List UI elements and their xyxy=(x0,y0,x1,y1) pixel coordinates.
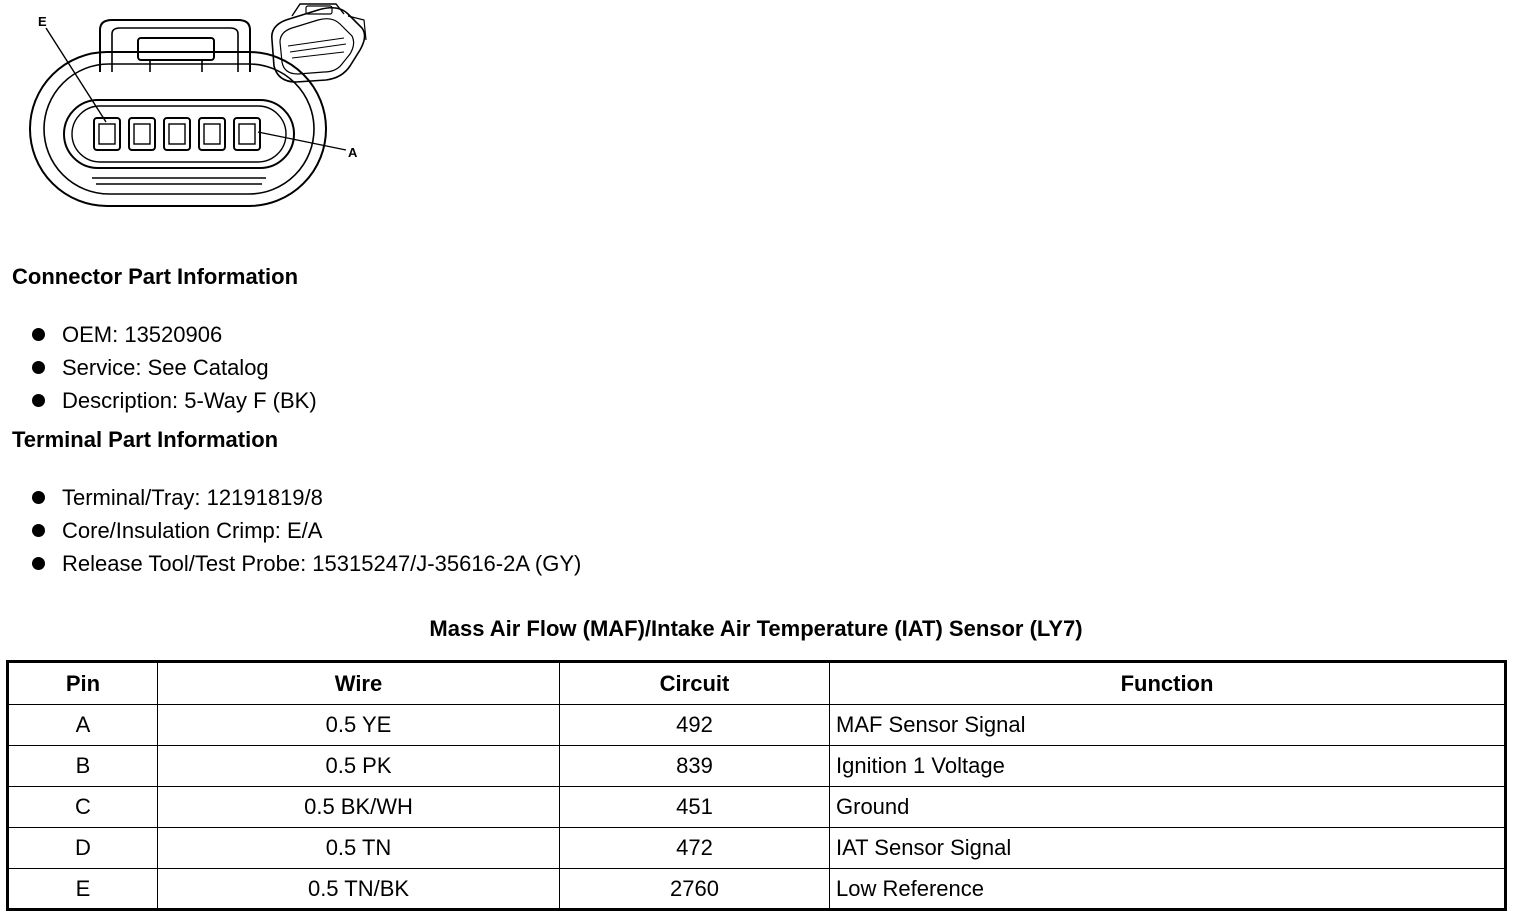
cell-wire: 0.5 TN/BK xyxy=(158,869,560,910)
terminal-part-info-list xyxy=(28,481,581,580)
header-pin: Pin xyxy=(8,662,158,705)
cell-circuit: 492 xyxy=(560,705,830,746)
cell-pin: E xyxy=(8,869,158,910)
cell-wire: 0.5 YE xyxy=(158,705,560,746)
table-row xyxy=(8,787,1506,828)
cavity-frame-inner xyxy=(72,106,286,162)
bullet-icon xyxy=(32,361,45,374)
terminal-cavities xyxy=(94,118,260,150)
list-item xyxy=(28,351,317,384)
cell-circuit: 2760 xyxy=(560,869,830,910)
cell-pin: C xyxy=(8,787,158,828)
cell-wire: 0.5 BK/WH xyxy=(158,787,560,828)
bullet-icon xyxy=(32,328,45,341)
cell-function: Ignition 1 Voltage xyxy=(830,746,1506,787)
bullet-icon xyxy=(32,524,45,537)
table-row xyxy=(8,746,1506,787)
lock-tab xyxy=(138,38,214,60)
cavity-a xyxy=(234,118,260,150)
cell-circuit: 839 xyxy=(560,746,830,787)
cell-pin: A xyxy=(8,705,158,746)
lock-tab-inner xyxy=(112,28,238,72)
table-header-row xyxy=(8,662,1506,705)
cell-wire: 0.5 TN xyxy=(158,828,560,869)
connector-service-text: Service: See Catalog xyxy=(62,354,269,380)
connector-face-drawing xyxy=(0,0,380,220)
cavity-c xyxy=(164,118,190,150)
connector-part-info-list xyxy=(28,318,317,417)
header-function: Function xyxy=(830,662,1506,705)
list-item xyxy=(28,481,581,514)
connector-outer-body xyxy=(30,52,326,206)
connector-thumbnail xyxy=(272,4,366,82)
connector-part-info-heading: Connector Part Information xyxy=(12,264,299,289)
table-row xyxy=(8,705,1506,746)
cell-pin: B xyxy=(8,746,158,787)
connector-oem-text: OEM: 13520906 xyxy=(62,321,223,347)
cell-pin: D xyxy=(8,828,158,869)
lock-tab-detail xyxy=(150,60,202,72)
bullet-icon xyxy=(32,394,45,407)
label-cavity-e: E xyxy=(38,14,47,29)
cell-function: Ground xyxy=(830,787,1506,828)
connector-diagram xyxy=(0,0,380,220)
cell-wire: 0.5 PK xyxy=(158,746,560,787)
cell-function: IAT Sensor Signal xyxy=(830,828,1506,869)
label-cavity-a: A xyxy=(348,145,358,160)
terminal-crimp-text: Core/Insulation Crimp: E/A xyxy=(62,517,323,543)
cell-function: MAF Sensor Signal xyxy=(830,705,1506,746)
header-circuit: Circuit xyxy=(560,662,830,705)
terminal-tray-text: Terminal/Tray: 12191819/8 xyxy=(62,484,323,510)
terminal-part-info-heading: Terminal Part Information xyxy=(12,427,279,452)
connector-inner-body xyxy=(44,64,314,194)
pinout-table xyxy=(6,660,1507,911)
list-item xyxy=(28,384,317,417)
cavity-e xyxy=(94,118,120,150)
pinout-table-title: Mass Air Flow (MAF)/Intake Air Temperature (IAT) Sensor (LY7) xyxy=(429,616,1083,641)
cell-circuit: 451 xyxy=(560,787,830,828)
list-item xyxy=(28,318,317,351)
list-item xyxy=(28,514,581,547)
list-item xyxy=(28,547,581,580)
header-wire: Wire xyxy=(158,662,560,705)
bullet-icon xyxy=(32,491,45,504)
cell-function: Low Reference xyxy=(830,869,1506,910)
cavity-d xyxy=(129,118,155,150)
terminal-tool-text: Release Tool/Test Probe: 15315247/J-35616-2A (GY) xyxy=(62,550,582,576)
cell-circuit: 472 xyxy=(560,828,830,869)
bullet-icon xyxy=(32,557,45,570)
cavity-b xyxy=(199,118,225,150)
connector-description-text: Description: 5-Way F (BK) xyxy=(62,387,317,413)
table-row xyxy=(8,869,1506,910)
table-row xyxy=(8,828,1506,869)
leader-line-a xyxy=(258,132,346,150)
